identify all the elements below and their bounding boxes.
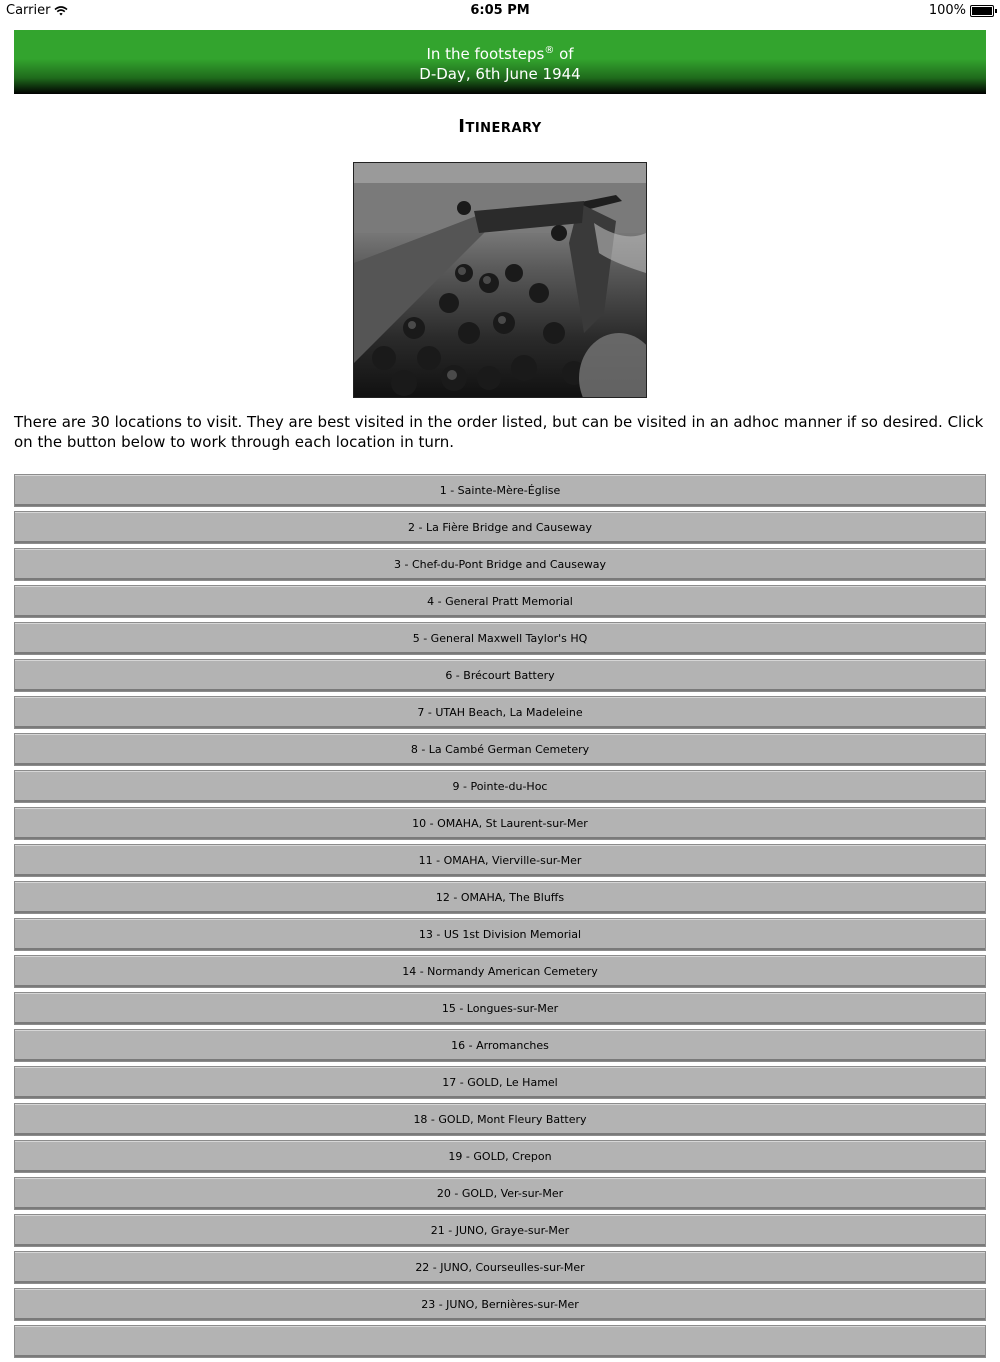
location-button[interactable]: 23 - JUNO, Bernières-sur-Mer	[14, 1288, 986, 1321]
location-button[interactable]: 18 - GOLD, Mont Fleury Battery	[14, 1103, 986, 1136]
app-header-banner	[14, 30, 986, 94]
location-button[interactable]: 7 - UTAH Beach, La Madeleine	[14, 696, 986, 729]
location-button[interactable]: 5 - General Maxwell Taylor's HQ	[14, 622, 986, 655]
location-button[interactable]: 4 - General Pratt Memorial	[14, 585, 986, 618]
status-bar	[0, 0, 1000, 22]
location-button[interactable]: 1 - Sainte-Mère-Église	[14, 474, 986, 507]
location-button[interactable]	[14, 1325, 986, 1358]
battery-icon	[970, 5, 994, 17]
location-button[interactable]: 10 - OMAHA, St Laurent-sur-Mer	[14, 807, 986, 840]
location-button[interactable]: 9 - Pointe-du-Hoc	[14, 770, 986, 803]
location-button[interactable]: 15 - Longues-sur-Mer	[14, 992, 986, 1025]
location-button[interactable]: 6 - Brécourt Battery	[14, 659, 986, 692]
location-button[interactable]: 22 - JUNO, Courseulles-sur-Mer	[14, 1251, 986, 1284]
battery-indicator	[929, 3, 994, 18]
location-button[interactable]: 13 - US 1st Division Memorial	[14, 918, 986, 951]
landing-craft-photo	[353, 162, 647, 398]
header-line-1-suffix: of	[554, 44, 574, 63]
battery-percent: 100%	[928, 3, 966, 18]
location-button[interactable]: 3 - Chef-du-Pont Bridge and Causeway	[14, 548, 986, 581]
location-button[interactable]: 8 - La Cambé German Cemetery	[14, 733, 986, 766]
carrier-label: Carrier	[6, 3, 51, 18]
location-button[interactable]: 20 - GOLD, Ver-sur-Mer	[14, 1177, 986, 1210]
location-button[interactable]: 11 - OMAHA, Vierville-sur-Mer	[14, 844, 986, 877]
header-line-1	[14, 41, 986, 64]
intro-text: There are 30 locations to visit. They are best visited in the order listed, but can be visited in an adhoc manner if so desired. Click on the button below to work through each location in turn.	[14, 413, 984, 451]
page-title: Itinerary	[458, 116, 542, 137]
location-button[interactable]: 16 - Arromanches	[14, 1029, 986, 1062]
location-list	[14, 474, 986, 1362]
header-line-2: D-Day, 6th June 1944	[419, 64, 581, 83]
location-button[interactable]: 21 - JUNO, Graye-sur-Mer	[14, 1214, 986, 1247]
header-line-1-prefix: In the footsteps	[426, 44, 545, 63]
status-time: 6:05 PM	[470, 3, 530, 18]
location-button[interactable]: 12 - OMAHA, The Bluffs	[14, 881, 986, 914]
registered-mark: ®	[544, 44, 555, 56]
location-button[interactable]: 19 - GOLD, Crepon	[14, 1140, 986, 1173]
location-button[interactable]: 14 - Normandy American Cemetery	[14, 955, 986, 988]
location-button[interactable]: 17 - GOLD, Le Hamel	[14, 1066, 986, 1099]
location-button[interactable]: 2 - La Fière Bridge and Causeway	[14, 511, 986, 544]
